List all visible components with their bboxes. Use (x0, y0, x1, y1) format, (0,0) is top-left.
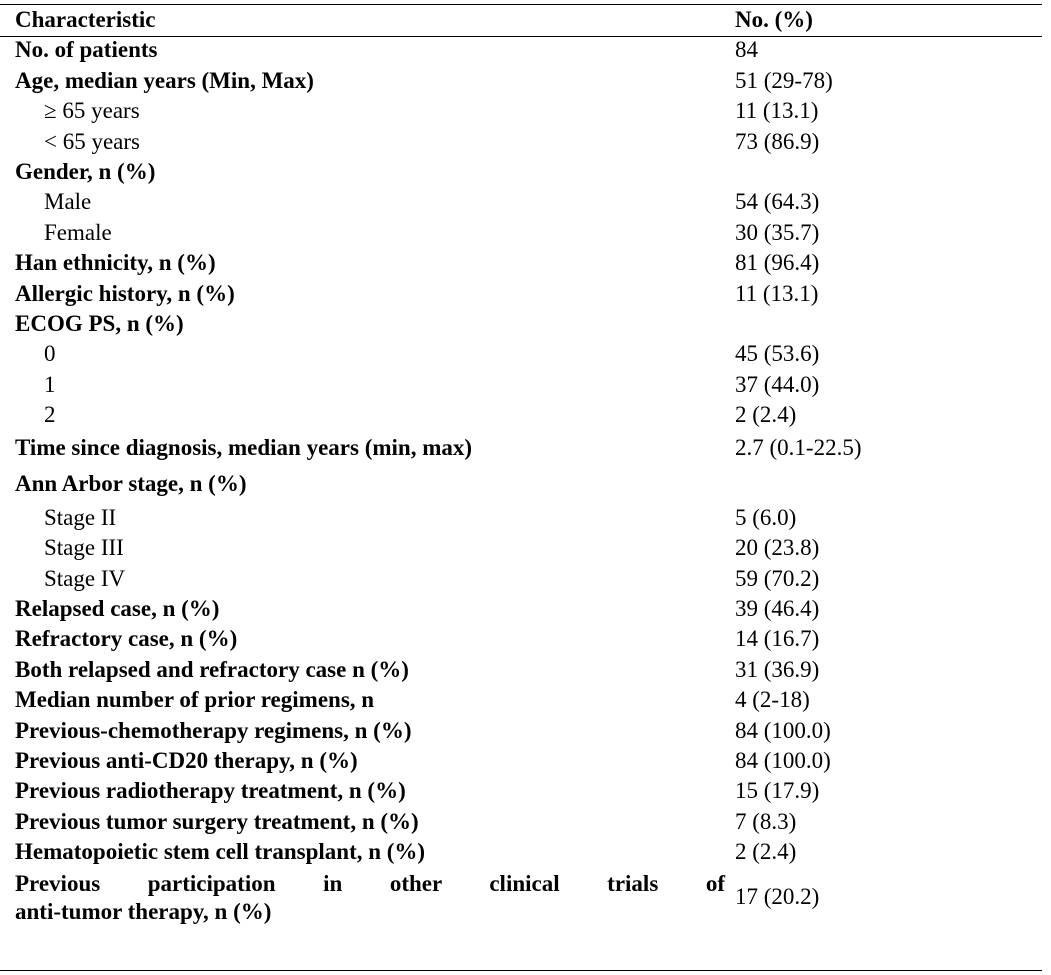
table-row (0, 685, 1042, 715)
row-value: 2 (2.4) (735, 839, 797, 865)
row-heading-label (0, 868, 733, 928)
row-sub-label: 1 (44, 371, 56, 397)
row-value: 11 (13.1) (735, 280, 819, 306)
row-value: 11 (13.1) (735, 98, 819, 124)
table-row (0, 716, 1042, 746)
table-row (0, 467, 1042, 503)
table-row (0, 66, 1042, 96)
row-label-line-2: anti-tumor therapy, n (%) (15, 898, 272, 924)
table-row (0, 837, 1042, 867)
row-heading-label: Hematopoietic stem cell transplant, n (%) (15, 839, 426, 865)
table-row (0, 187, 1042, 217)
table-row (0, 564, 1042, 594)
row-value: 84 (100.0) (735, 717, 831, 743)
row-value: 84 (735, 37, 758, 63)
table-row (0, 868, 1042, 928)
table-row (0, 746, 1042, 776)
table-row (0, 400, 1042, 430)
row-heading-label: ECOG PS, n (%) (15, 311, 184, 337)
row-value: 73 (86.9) (735, 128, 820, 154)
row-sub-label: Male (44, 189, 92, 215)
table-row (0, 339, 1042, 369)
row-heading-label: Previous-chemotherapy regimens, n (%) (15, 717, 412, 743)
row-value: 17 (20.2) (735, 884, 820, 910)
row-value: 81 (96.4) (735, 250, 820, 276)
header-count-percent: No. (%) (735, 7, 813, 32)
table-bottom-rule (0, 970, 1042, 971)
table-row (0, 655, 1042, 685)
table-header-row (0, 5, 1042, 35)
characteristics-table (0, 5, 1042, 928)
row-value: 51 (29-78) (735, 67, 833, 93)
header-characteristic: Characteristic (15, 7, 156, 32)
row-value: 59 (70.2) (735, 565, 820, 591)
table-row (0, 157, 1042, 187)
row-value: 54 (64.3) (735, 189, 820, 215)
row-value: 14 (16.7) (735, 626, 820, 652)
row-heading-label: Time since diagnosis, median years (min, max) (15, 435, 473, 461)
table-row (0, 624, 1042, 654)
row-value: 84 (100.0) (735, 747, 831, 773)
row-heading-label: Both relapsed and refractory case n (%) (15, 656, 409, 682)
table-row (0, 248, 1042, 278)
table-row (0, 503, 1042, 533)
row-value: 45 (53.6) (735, 341, 820, 367)
row-value: 5 (6.0) (735, 504, 797, 530)
row-sub-label: ≥ 65 years (44, 98, 140, 124)
table-row (0, 35, 1042, 65)
row-value: 39 (46.4) (735, 595, 820, 621)
row-heading-label: Refractory case, n (%) (15, 626, 238, 652)
row-sub-label: Female (44, 219, 112, 245)
table-row (0, 807, 1042, 837)
row-value (733, 467, 1042, 503)
row-heading-label: Previous anti-CD20 therapy, n (%) (15, 747, 358, 773)
row-heading-label: Han ethnicity, n (%) (15, 250, 216, 276)
table-row (0, 431, 1042, 467)
row-heading-label: Previous tumor surgery treatment, n (%) (15, 808, 419, 834)
row-heading-label: No. of patients (15, 37, 158, 63)
row-heading-label: Age, median years (Min, Max) (15, 67, 314, 93)
row-value: 2.7 (0.1-22.5) (735, 435, 862, 461)
row-value: 4 (2-18) (735, 687, 810, 713)
table-row (0, 309, 1042, 339)
row-value (733, 309, 1042, 339)
row-heading-label: Previous radiotherapy treatment, n (%) (15, 778, 406, 804)
table-row (0, 776, 1042, 806)
row-value: 2 (2.4) (735, 402, 797, 428)
row-sub-label: < 65 years (44, 128, 140, 154)
row-heading-label: Ann Arbor stage, n (%) (15, 471, 247, 497)
table-row (0, 279, 1042, 309)
row-sub-label: 0 (44, 341, 56, 367)
table-row (0, 218, 1042, 248)
table-row (0, 127, 1042, 157)
row-value: 7 (8.3) (735, 808, 797, 834)
table-row (0, 370, 1042, 400)
row-heading-label: Allergic history, n (%) (15, 280, 235, 306)
row-label-line-1: Previous participation in other clinical trials of (15, 870, 725, 896)
row-value: 15 (17.9) (735, 778, 820, 804)
row-value: 20 (23.8) (735, 535, 820, 561)
table-row (0, 533, 1042, 563)
table-row (0, 594, 1042, 624)
row-sub-label: 2 (44, 402, 56, 428)
row-value: 37 (44.0) (735, 371, 820, 397)
row-heading-label: Gender, n (%) (15, 159, 156, 185)
row-value: 31 (36.9) (735, 656, 820, 682)
row-heading-label: Median number of prior regimens, n (15, 687, 375, 713)
row-sub-label: Stage IV (44, 565, 126, 591)
row-sub-label: Stage III (44, 535, 124, 561)
row-value: 30 (35.7) (735, 219, 820, 245)
table-row (0, 96, 1042, 126)
table-body (0, 35, 1042, 927)
row-sub-label: Stage II (44, 504, 117, 530)
row-heading-label: Relapsed case, n (%) (15, 595, 220, 621)
row-value (733, 157, 1042, 187)
